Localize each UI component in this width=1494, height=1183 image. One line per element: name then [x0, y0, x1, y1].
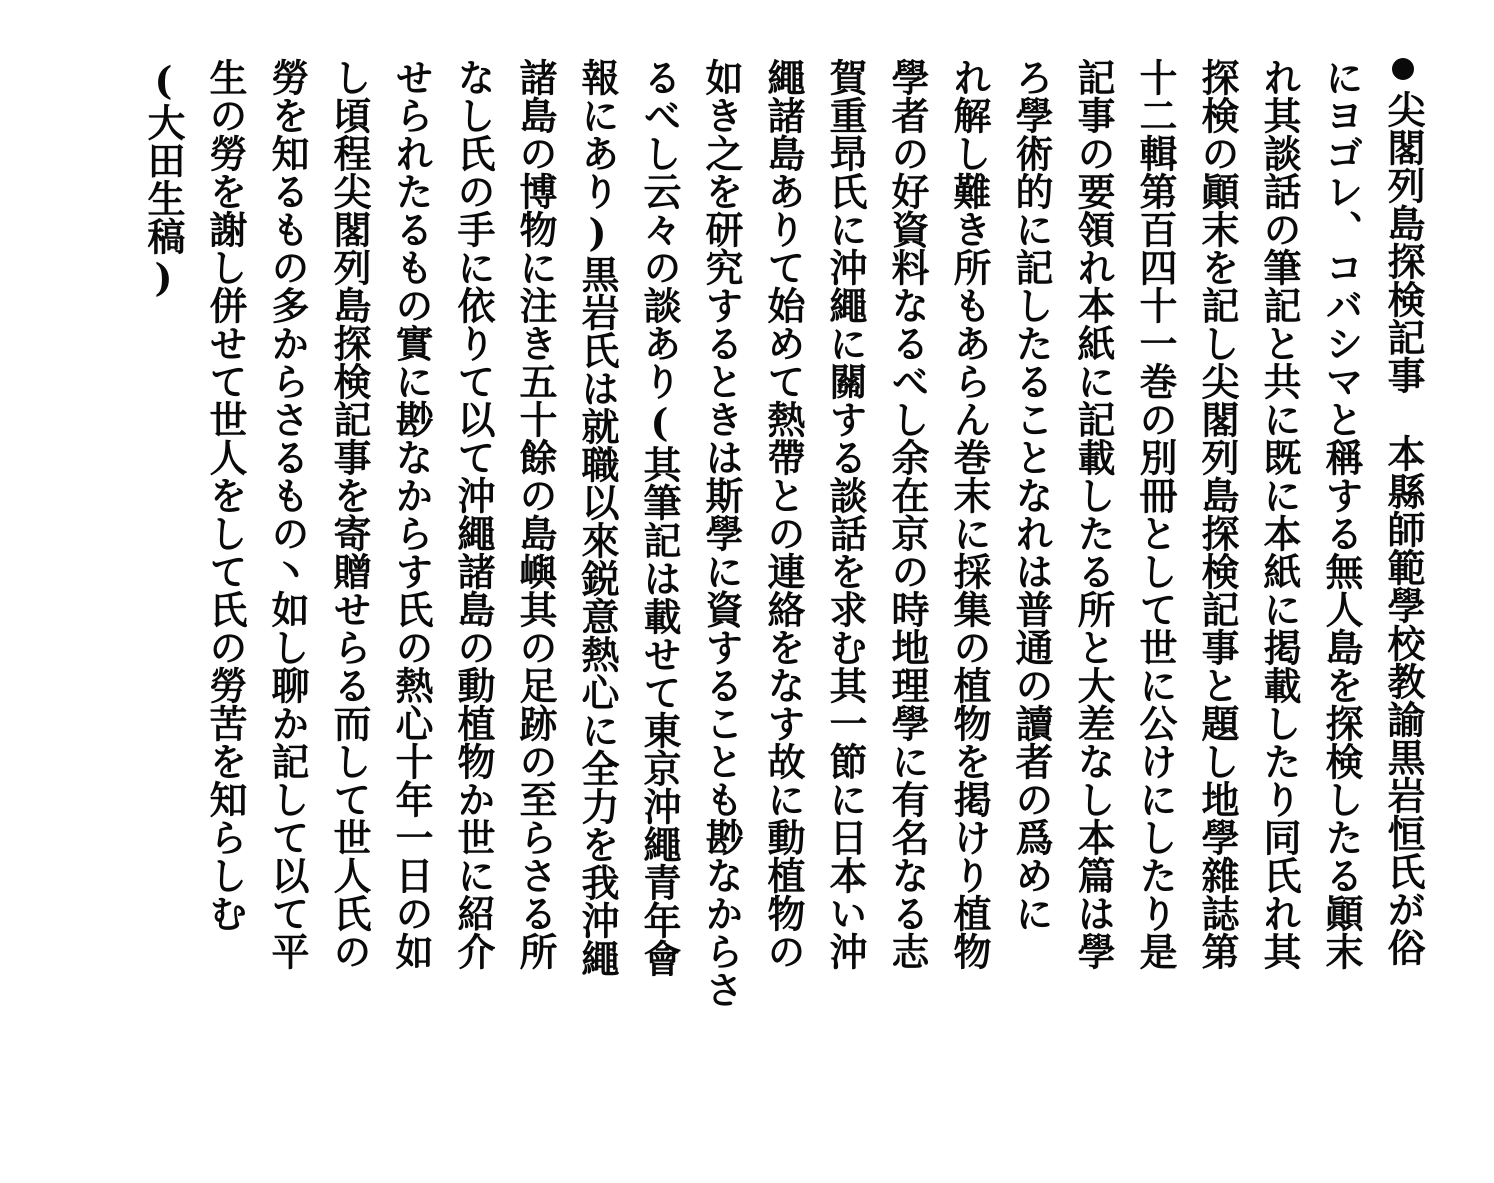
text-line-6: ろ學術的に記したることなれは普通の讀者の爲めに — [1009, 58, 1054, 932]
article-headline: 尖閣列島探検記事 — [1381, 90, 1426, 394]
article-first-line — [1372, 58, 1434, 1128]
text-line-2: れ其談話の筆記と共に既に本紙に掲載したり同氏れ其 — [1257, 58, 1302, 970]
text-line-3: 探検の顚末を記し尖閣列島探検記事と題し地學雜誌第 — [1195, 58, 1240, 970]
text-line-17: し頃程尖閣列島探検記事を寄贈せらる而して世人氏の — [327, 58, 372, 970]
author-signature: (大田生稿) — [141, 58, 186, 300]
text-line-12: るべし云々の談あり(其筆記は載せて東京沖繩青年會 — [637, 58, 682, 977]
text-line-10: 繩諸島ありて始めて熱帶との連絡をなす故に動植物の — [761, 58, 806, 970]
text-line-19: 生の勞を謝し併せて世人をして氏の勞苦を知らしむ — [203, 58, 248, 932]
text-line-14: 諸島の博物に注き五十餘の島嶼其の足跡の至らさる所 — [513, 58, 558, 970]
text-line-9: 賀重昻氏に沖繩に關する談話を求む其一節に日本い沖 — [823, 58, 868, 970]
text-line-8: 學者の好資料なるべし余在京の時地理學に有名なる志 — [885, 58, 930, 970]
text-line-7: れ解し難き所もあらん巻末に採集の植物を掲けり植物 — [947, 58, 992, 970]
bullet-mark-icon — [1392, 58, 1414, 80]
text-line-5: 記事の要領れ本紙に記載したる所と大差なし本篇は學 — [1071, 58, 1116, 970]
text-line-18: 勞を知るもの多からさるもの丶如し聊か記して以て平 — [265, 58, 310, 970]
text-line-11: 如き之を研究するときは斯學に資することも尠なからさ — [699, 58, 744, 1008]
text-line-13: 報にあり)黒岩氏は就職以來鋭意熱心に全力を我沖繩 — [575, 58, 620, 977]
article-lead: 本縣師範學校教諭黒岩恒氏が俗 — [1381, 434, 1426, 966]
text-line-16: せられたるもの實に尠なからす氏の熱心十年一日の如 — [389, 58, 434, 970]
text-line-1: にヨゴレ、コバシマと稱する無人島を探検したる顚末 — [1319, 58, 1364, 970]
text-line-15: なし氏の手に依りて以て沖繩諸島の動植物か世に紹介 — [451, 58, 496, 970]
newspaper-article — [44, 58, 1434, 1128]
text-line-4: 十二輯第百四十一巻の別冊として世に公けにしたり是 — [1133, 58, 1178, 970]
